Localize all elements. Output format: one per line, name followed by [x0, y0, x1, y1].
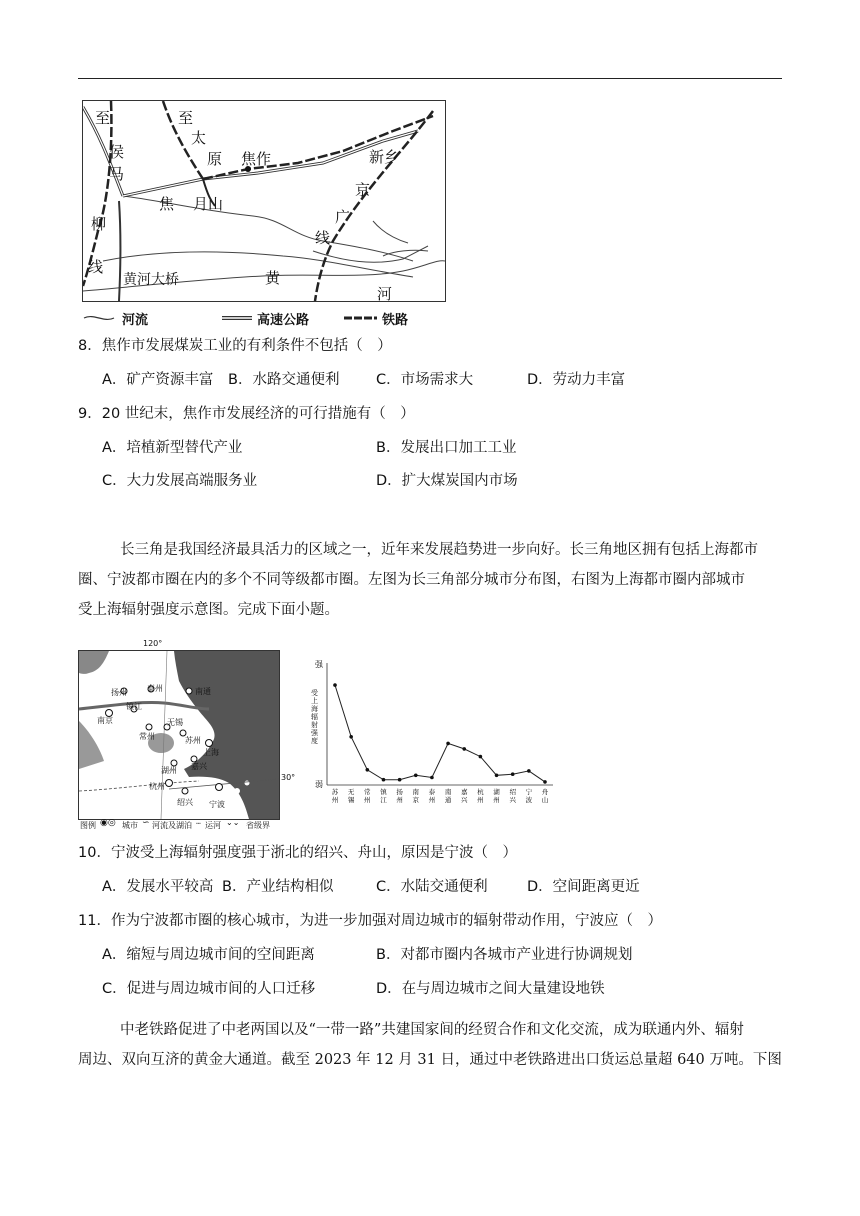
map1-label: 至: [95, 109, 111, 127]
legend-river-label: 河流: [122, 313, 149, 328]
jiaozuo-map: [82, 100, 446, 302]
legend-canal-label: 运河: [205, 821, 221, 830]
question-8-stem: 8．焦作市发展煤炭工业的有利条件不包括（ ）: [78, 338, 392, 354]
data-point: [349, 735, 353, 739]
q9-option-d[interactable]: D．扩大煤炭国内市场: [376, 473, 518, 489]
data-point: [414, 774, 418, 778]
city-label: 泰州: [147, 684, 163, 693]
city-dot: [206, 740, 213, 747]
city-symbol-icon: ◉◎: [100, 818, 116, 828]
city-dot: [146, 724, 152, 730]
city-label: 苏州: [185, 736, 201, 745]
q9-option-a[interactable]: A．培植新型替代产业: [102, 440, 243, 456]
data-point: [366, 768, 370, 772]
q8-option-b[interactable]: B．水路交通便利: [228, 372, 340, 388]
x-tick-label: 州: [364, 796, 371, 804]
longitude-label: 120°: [143, 639, 163, 648]
x-tick-label: 宁: [525, 788, 533, 796]
passage-1: [78, 535, 784, 625]
x-tick-label: 州: [477, 796, 484, 804]
city-label: 湖州: [161, 766, 177, 775]
x-tick-label: 山: [541, 796, 549, 804]
x-tick-label: 镇: [380, 788, 387, 796]
x-tick-label: 舟: [541, 788, 549, 796]
x-tick-label: 扬: [396, 788, 403, 796]
data-point: [495, 774, 499, 778]
question-11-stem: 11．作为宁波都市圈的核心城市，为进一步加强对周边城市的辐射带动作用，宁波应（ ）: [78, 913, 662, 929]
map1-label: 焦作: [241, 150, 272, 168]
city-label: 南通: [195, 687, 211, 696]
radiation-intensity-chart: [305, 655, 555, 815]
map1-label: 黄: [265, 269, 281, 287]
data-point: [382, 778, 386, 782]
x-tick-label: 杭: [477, 788, 484, 796]
header-rule: [78, 78, 782, 79]
map1-label: 焦: [159, 195, 175, 213]
map1-label: 柳: [91, 215, 107, 233]
x-tick-label: 苏: [331, 788, 339, 796]
legend-river-label: 河流及湖泊: [152, 821, 192, 830]
province-border: [79, 781, 199, 791]
legend-river-symbol: [84, 317, 114, 320]
x-tick-label: 锡: [347, 796, 355, 804]
island: [227, 799, 231, 803]
map1-label: 黄河大桥: [123, 272, 179, 288]
data-point: [511, 772, 515, 776]
river-symbol-icon: ∽: [142, 818, 150, 828]
x-tick-label: 泰: [428, 788, 436, 796]
land-shade: [79, 651, 109, 674]
q9-option-b[interactable]: B．发展出口加工工业: [376, 440, 517, 456]
q8-option-a[interactable]: A．矿产资源丰富: [102, 372, 214, 388]
x-tick-label: 州: [493, 796, 500, 804]
map1-label: 太: [191, 129, 207, 147]
city-label: 扬州: [111, 688, 127, 697]
yangtze-river: [79, 703, 209, 709]
passage-2-line: 中老铁路促进了中老两国以及“一带一路”共建国家间的经贸合作和文化交流，成为联通内外、辐射: [120, 1022, 744, 1038]
highway: [119, 201, 121, 301]
x-tick-label: 绍: [509, 788, 516, 796]
legend-railway-label: 铁路: [382, 313, 409, 328]
question-9-stem: 9．20 世纪末，焦作市发展经济的可行措施有（ ）: [78, 406, 415, 422]
q8-option-d[interactable]: D．劳动力丰富: [527, 372, 626, 388]
x-tick-label: 州: [331, 796, 339, 804]
q8-option-c[interactable]: C．市场需求大: [376, 372, 474, 388]
data-point: [543, 780, 547, 784]
x-tick-label: 州: [396, 796, 403, 804]
city-dot: [182, 788, 188, 794]
q11-option-a[interactable]: A．缩短与周边城市间的空间距离: [102, 947, 315, 963]
canal-symbol-icon: ┄: [196, 819, 201, 828]
map1-label: 新乡: [369, 148, 400, 166]
city-label: 常州: [139, 732, 155, 741]
map1-legend: [82, 308, 462, 328]
city-label: 杭州: [149, 782, 165, 791]
q11-option-b[interactable]: B．对都市圈内各城市产业进行协调规划: [376, 947, 633, 963]
question-10-stem: 10．宁波受上海辐射强度强于浙北的绍兴、舟山，原因是宁波（ ）: [78, 845, 517, 861]
map2-legend: [78, 818, 288, 832]
city-dot: [186, 688, 192, 694]
x-tick-label: 通: [444, 796, 452, 804]
chart-svg: [305, 655, 555, 815]
map1-label: 月山: [193, 195, 224, 213]
city-label: 嘉兴: [191, 762, 207, 771]
city-label: 上海: [203, 748, 219, 757]
map1-label: 侯: [109, 143, 125, 161]
data-point: [333, 683, 337, 687]
data-point: [446, 742, 450, 746]
city-label: 南京: [97, 716, 113, 725]
x-tick-label: 兴: [509, 796, 516, 804]
map1-label: 原: [207, 150, 223, 168]
map1-label: 河: [377, 285, 393, 303]
river-line: [373, 221, 428, 256]
q10-option-c[interactable]: C．水陆交通便利: [376, 879, 488, 895]
q10-option-d[interactable]: D．空间距离更近: [527, 879, 640, 895]
q9-option-c[interactable]: C．大力发展高端服务业: [102, 473, 258, 489]
legend-highway-label: 高速公路: [257, 313, 310, 328]
city-label: 镇江: [126, 702, 142, 711]
map1-label: 马: [109, 165, 125, 183]
q10-option-b[interactable]: B．产业结构相似: [222, 879, 334, 895]
x-tick-label: 湖: [493, 788, 500, 796]
passage-2: [78, 1015, 784, 1075]
passage-1-line: 长三角是我国经济最具活力的区域之一，近年来发展趋势进一步向好。长三角地区拥有包括上海都市: [120, 542, 758, 558]
x-tick-label: 江: [380, 796, 387, 804]
x-tick-label: 州: [428, 796, 436, 804]
map1-label: 广: [335, 208, 351, 226]
x-tick-label: 京: [412, 796, 420, 804]
x-tick-label: 南: [444, 788, 452, 796]
map1-label: 线: [315, 229, 331, 247]
data-point: [398, 778, 402, 782]
legend-title: 图例: [80, 821, 96, 830]
passage-1-line: 圈、宁波都市圈在内的多个不同等级都市圈。左图为长三角部分城市分布图，右图为上海都市圈内部城市: [78, 572, 745, 588]
x-tick-label: 嘉: [460, 788, 468, 796]
data-point: [527, 769, 531, 773]
x-tick-label: 常: [364, 788, 371, 796]
city-label: 无锡: [167, 718, 183, 727]
passage-2-line: 周边、双向互济的黄金大通道。截至 2023 年 12 月 31 日，通过中老铁路进出口货运总量超 640 万吨。下图: [78, 1052, 782, 1068]
city-label: 宁波: [209, 800, 225, 809]
island: [234, 788, 240, 794]
city-label: 绍兴: [177, 798, 193, 807]
q10-option-a[interactable]: A．发展水平较高: [102, 879, 214, 895]
yangtze-delta-map: [78, 639, 296, 820]
city-dot: [216, 784, 223, 791]
city-dot: [166, 780, 173, 787]
q11-option-d[interactable]: D．在与周边城市之间大量建设地铁: [376, 981, 605, 997]
map1-label: 至: [178, 109, 194, 127]
island: [245, 781, 250, 786]
y-bottom-tick: 弱: [315, 780, 323, 789]
border-symbol-icon: ⌄⌄: [226, 818, 240, 827]
y-top-tick: 强: [315, 660, 323, 669]
map1-label: 京: [355, 181, 371, 199]
data-point: [430, 776, 434, 780]
series-line: [335, 685, 545, 782]
land-shade: [79, 721, 104, 769]
passage-1-line: 受上海辐射强度示意图。完成下面小题。: [78, 602, 339, 618]
x-tick-label: 南: [412, 788, 420, 796]
legend-border-label: 省级界: [246, 821, 270, 830]
data-point: [479, 755, 483, 759]
data-point: [462, 747, 466, 751]
q11-option-c[interactable]: C．促进与周边城市间的人口迁移: [102, 981, 316, 997]
x-tick-label: 波: [525, 796, 533, 804]
y-axis-label: 受上海辐射强度: [311, 689, 318, 745]
map1-label: 线: [88, 258, 104, 276]
latitude-label: 30°: [281, 773, 296, 782]
legend-city-label: 城市: [122, 821, 138, 830]
x-tick-label: 兴: [460, 796, 468, 804]
x-tick-label: 无: [347, 788, 355, 796]
